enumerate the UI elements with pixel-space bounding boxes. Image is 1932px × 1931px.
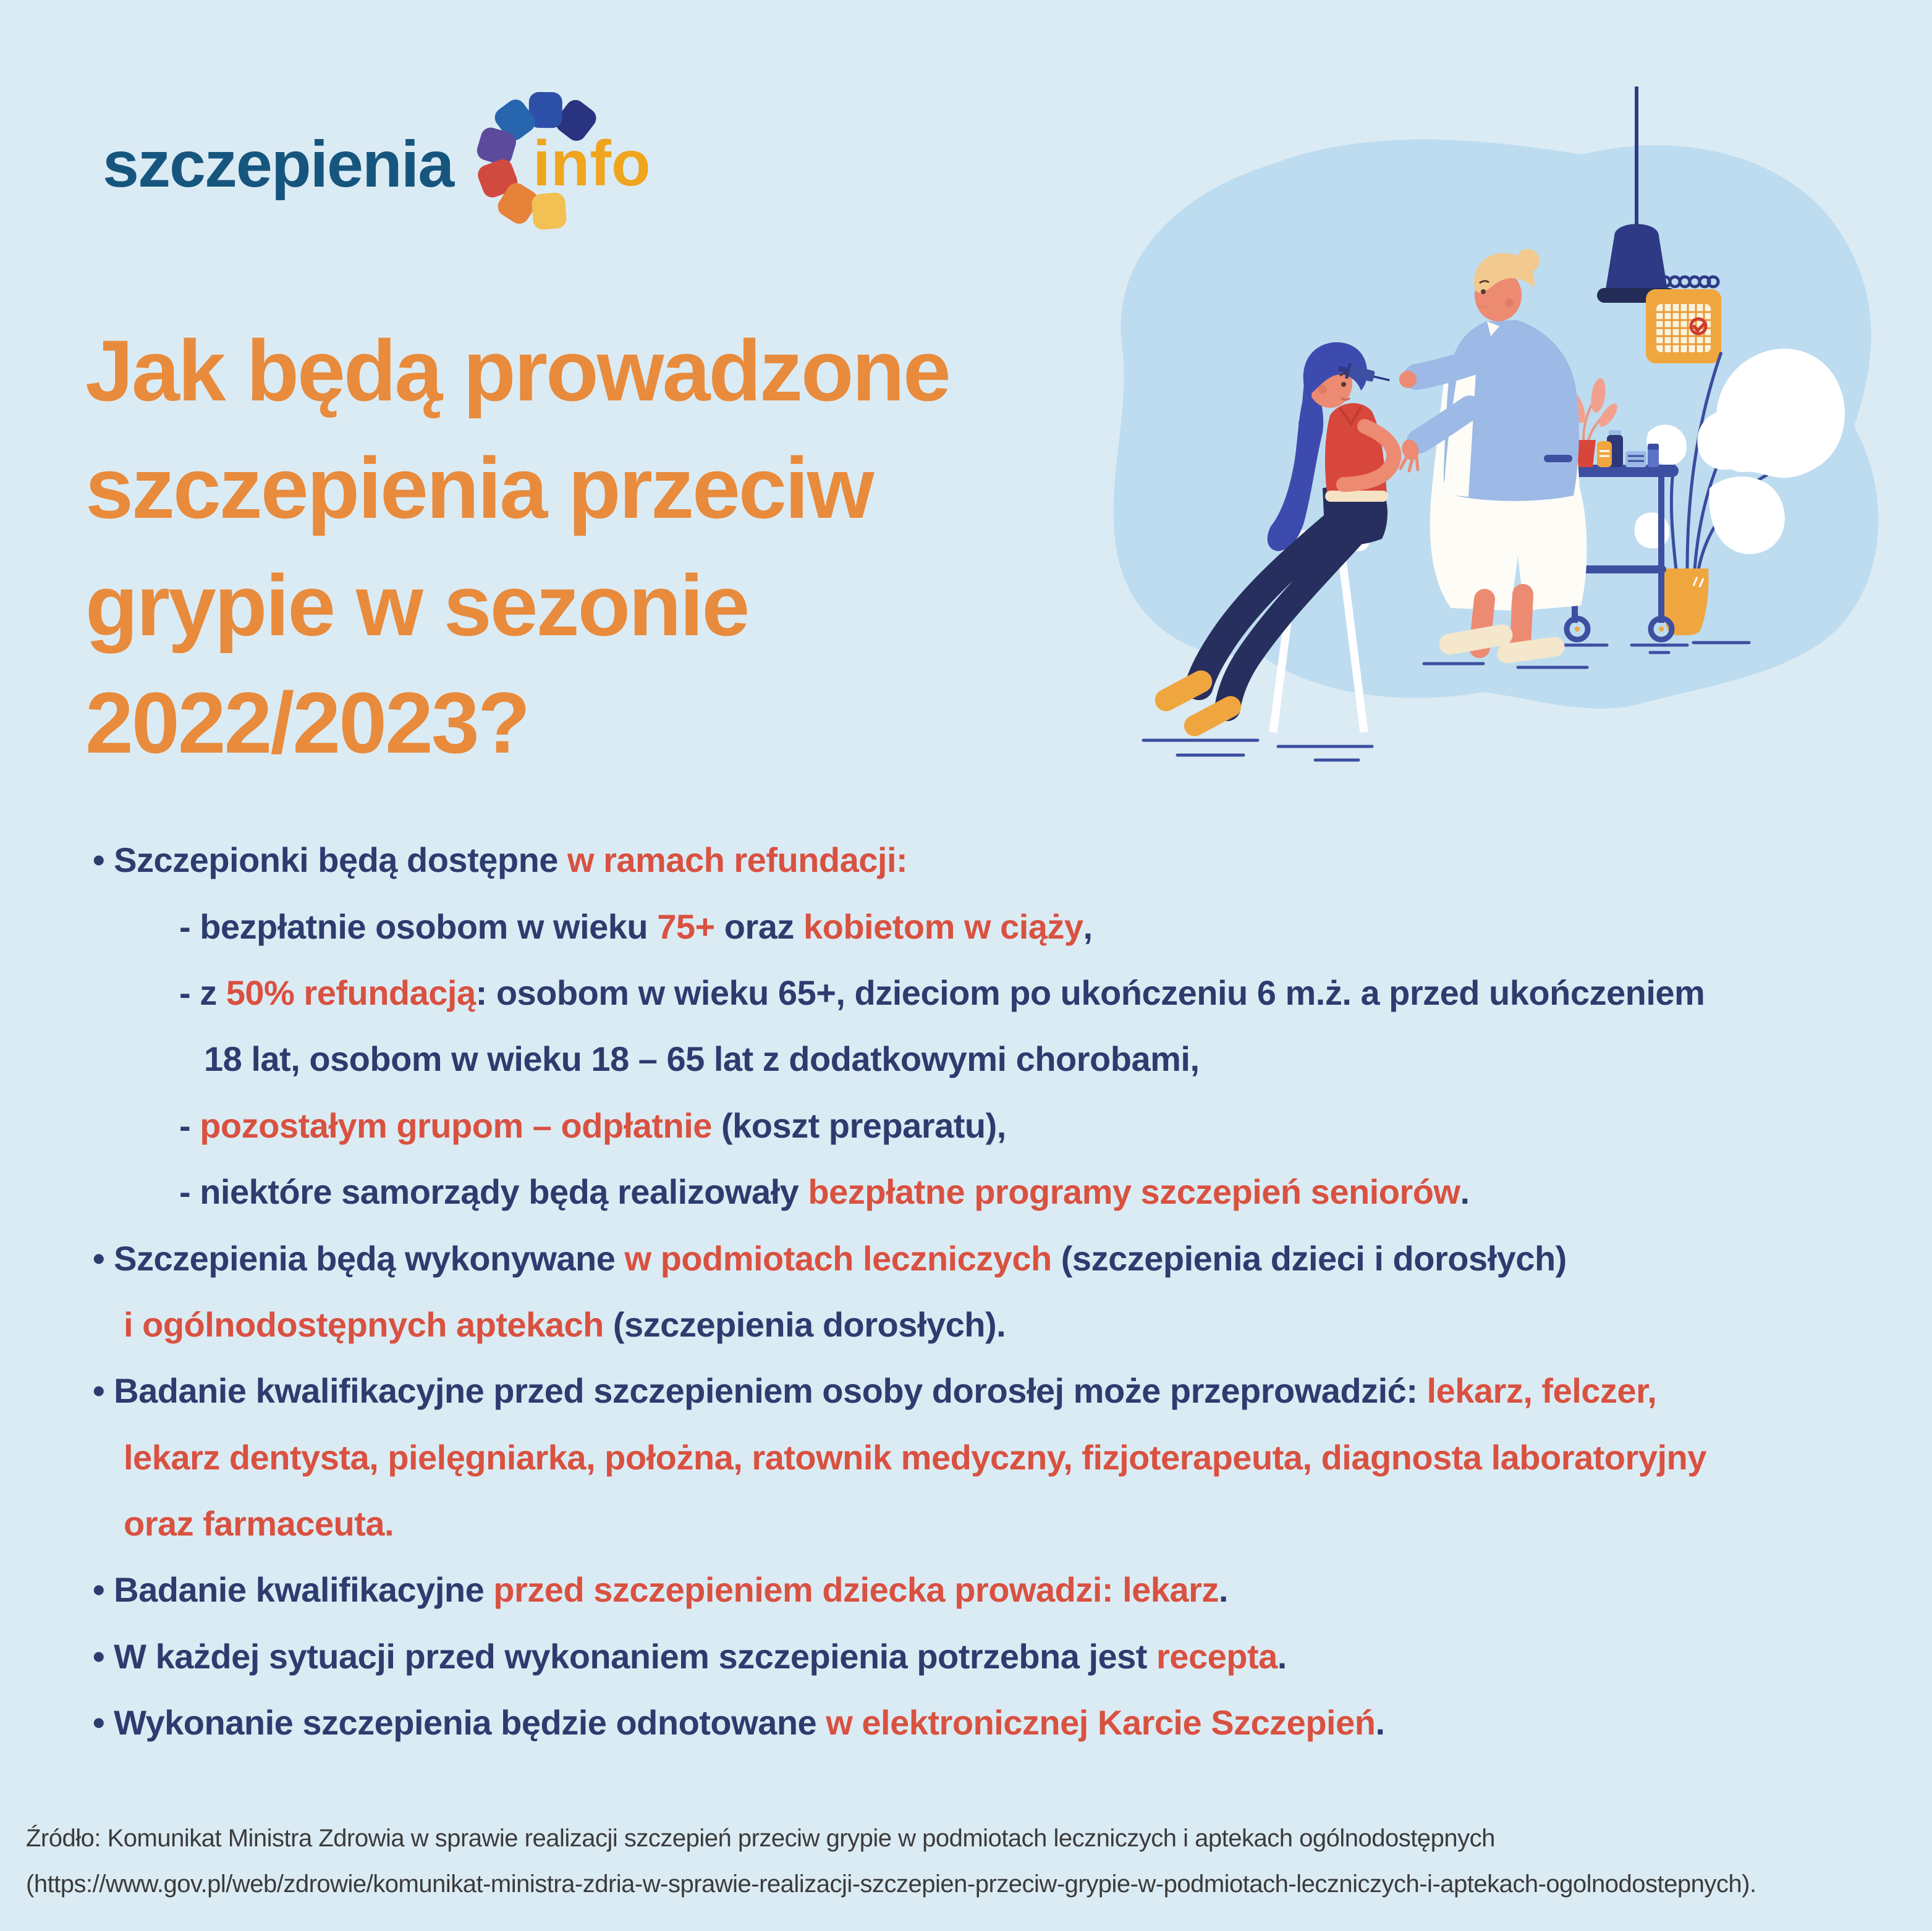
vaccination-illustration xyxy=(1051,62,1932,772)
list-item xyxy=(0,1225,1932,1291)
source-note xyxy=(26,1815,1917,1907)
list-item xyxy=(0,893,1932,959)
list-item xyxy=(0,1092,1932,1159)
text-segment: kobietom w ciąży xyxy=(803,906,1083,946)
list-item xyxy=(0,960,1932,1026)
list-item xyxy=(0,1424,1932,1490)
text-segment: • W każdej sytuacji przed wykonaniem szczepienia potrzebna jest xyxy=(93,1636,1157,1676)
text-segment: oraz farmaceuta. xyxy=(124,1504,394,1544)
page-title xyxy=(85,312,1105,782)
text-segment: - z xyxy=(179,973,226,1012)
text-segment: oraz xyxy=(714,906,803,946)
text-segment: , xyxy=(1083,906,1093,946)
source-line-2: (https://www.gov.pl/web/zdrowie/komunikat-ministra-zdria-w-sprawie-realizacji-szczepien-przeciw-grypie-w-podmiotach-leczniczych-i-aptekach-ogolnodostepnych). xyxy=(26,1870,1756,1898)
text-segment: recepta xyxy=(1156,1636,1277,1676)
title-line: grypie w sezonie xyxy=(85,557,748,654)
text-segment: . xyxy=(1460,1172,1470,1212)
title-line: Jak będą prowadzone xyxy=(85,322,949,419)
text-segment: bezpłatne programy szczepień seniorów xyxy=(808,1172,1460,1212)
text-segment: przed szczepieniem dziecka prowadzi: lekarz xyxy=(493,1570,1219,1610)
bullet-list xyxy=(0,827,1932,1756)
text-segment: (koszt preparatu), xyxy=(721,1105,1006,1145)
list-item xyxy=(0,1623,1932,1689)
text-segment: i ogólnodostępnych aptekach xyxy=(124,1304,613,1344)
text-segment: • Wykonanie szczepienia będzie odnotowane xyxy=(93,1703,826,1743)
text-segment: • Szczepienia będą wykonywane xyxy=(93,1238,625,1278)
text-segment: . xyxy=(1218,1570,1228,1610)
list-item xyxy=(0,1159,1932,1225)
text-segment: - bezpłatnie osobom w wieku xyxy=(179,906,658,946)
list-item xyxy=(0,1291,1932,1358)
text-segment: • Badanie kwalifikacyjne xyxy=(93,1570,494,1610)
source-line-1: Źródło: Komunikat Ministra Zdrowia w sprawie realizacji szczepień przeciw grypie w podmiotach leczniczych i aptekach ogólnodostępnych xyxy=(26,1825,1495,1852)
logo xyxy=(0,0,803,260)
text-segment: 50% refundacją xyxy=(226,973,476,1012)
text-segment: . xyxy=(1375,1703,1385,1743)
text-segment: • Badanie kwalifikacyjne przed szczepieniem osoby dorosłej może przeprowadzić: xyxy=(93,1371,1427,1411)
text-segment: lekarz, felczer, xyxy=(1426,1371,1657,1411)
text-segment: w ramach refundacji: xyxy=(567,840,908,880)
text-segment: - xyxy=(179,1105,200,1145)
coat-pocket xyxy=(1544,455,1572,462)
list-item xyxy=(0,827,1932,893)
text-segment: (szczepienia dorosłych). xyxy=(612,1304,1006,1344)
text-segment: w elektronicznej Karcie Szczepień xyxy=(826,1703,1376,1743)
list-item xyxy=(0,1490,1932,1557)
title-line: 2022/2023? xyxy=(85,674,529,771)
logo-suffix: info xyxy=(533,128,651,200)
list-item xyxy=(0,1689,1932,1756)
list-item xyxy=(0,1358,1932,1424)
logo-wordmark: szczepienia xyxy=(103,128,454,201)
text-segment: 18 lat, osobom w wieku 18 – 65 lat z dodatkowymi chorobami, xyxy=(204,1039,1200,1079)
text-segment: 75+ xyxy=(657,906,715,946)
list-item xyxy=(0,1557,1932,1623)
list-item xyxy=(0,1026,1932,1092)
text-segment: - niektóre samorządy będą realizowały xyxy=(179,1172,808,1212)
text-segment: lekarz dentysta, pielęgniarka, położna, ratownik medyczny, fizjoterapeuta, diagnosta laboratoryjny xyxy=(124,1437,1706,1477)
wall-calendar-icon xyxy=(1646,277,1721,363)
title-line: szczepienia przeciw xyxy=(85,439,873,536)
text-segment: . xyxy=(1277,1636,1287,1676)
text-segment: • Szczepionki będą dostępne xyxy=(93,840,567,880)
text-segment: (szczepienia dzieci i dorosłych) xyxy=(1061,1238,1567,1278)
text-segment: pozostałym grupom – odpłatnie xyxy=(200,1105,721,1145)
text-segment: w podmiotach leczniczych xyxy=(624,1238,1061,1278)
text-segment: : osobom w wieku 65+, dzieciom po ukończeniu 6 m.ż. a przed ukończeniem xyxy=(475,973,1705,1012)
